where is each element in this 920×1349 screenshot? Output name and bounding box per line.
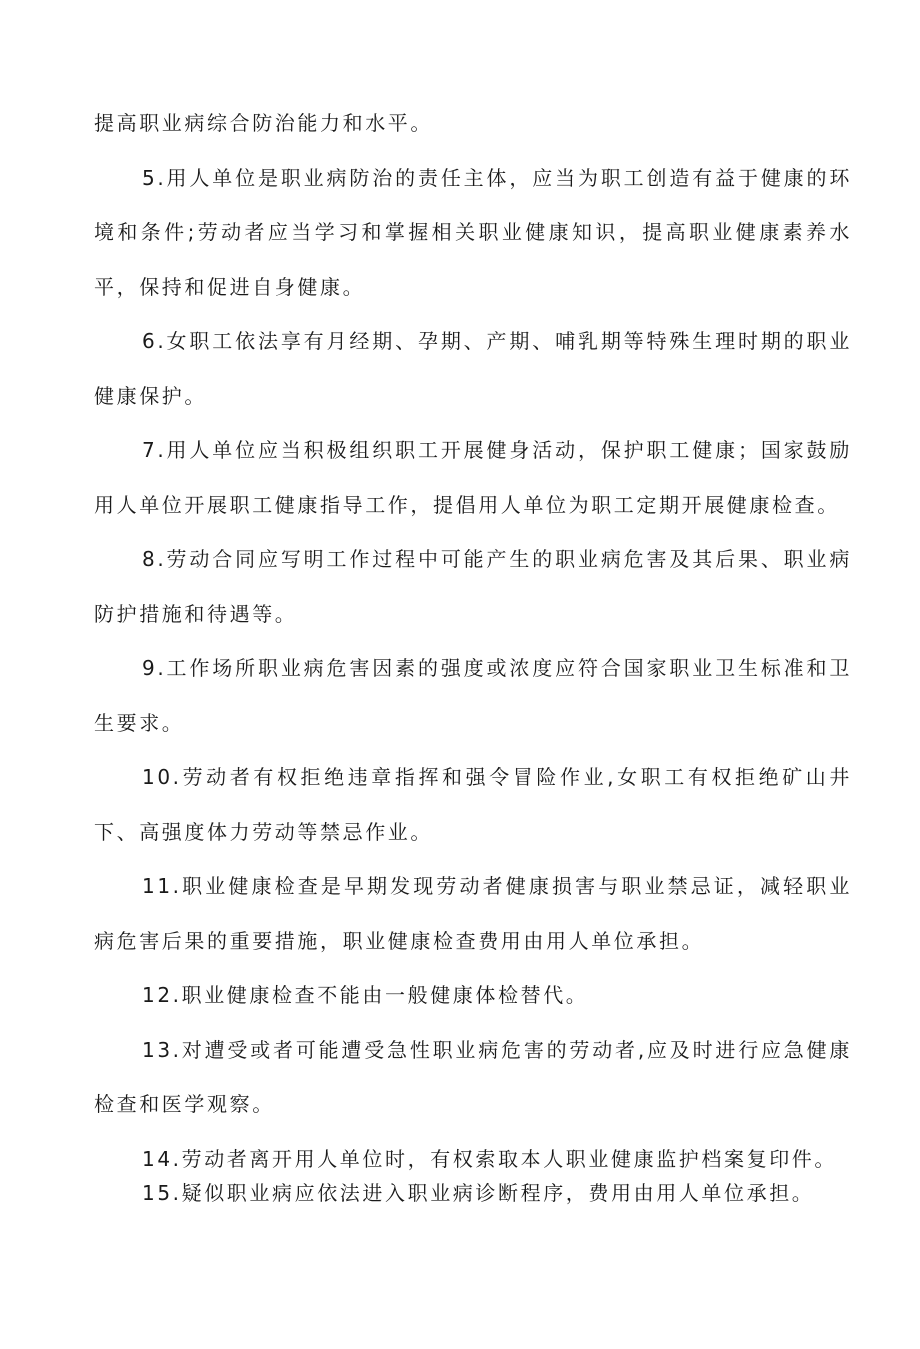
- paragraph-item-7: 7.用人单位应当积极组织职工开展健身活动，保护职工健康；国家鼓励用人单位开展职工健康指导工作，提倡用人单位为职工定期开展健康检查。: [94, 438, 852, 517]
- paragraph-item-8: 8.劳动合同应写明工作过程中可能产生的职业病危害及其后果、职业病防护措施和待遇等。: [94, 547, 852, 626]
- paragraph-item-6: 6.女职工依法享有月经期、孕期、产期、哺乳期等特殊生理时期的职业健康保护。: [94, 329, 852, 408]
- paragraph-item-10: 10.劳动者有权拒绝违章指挥和强令冒险作业,女职工有权拒绝矿山井下、高强度体力劳动等禁忌作业。: [94, 765, 852, 844]
- paragraph-item-15: 15.疑似职业病应依法进入职业病诊断程序，费用由用人单位承担。: [142, 1180, 815, 1205]
- paragraph-item-5: 5.用人单位是职业病防治的责任主体，应当为职工创造有益于健康的环境和条件;劳动者应当学习和掌握相关职业健康知识，提高职业健康素养水平，保持和促进自身健康。: [94, 165, 852, 299]
- document-body: [94, 96, 852, 1210]
- paragraph-item-11: 11.职业健康检查是早期发现劳动者健康损害与职业禁忌证，减轻职业病危害后果的重要措施，职业健康检查费用由用人单位承担。: [94, 874, 852, 953]
- paragraph-continuation: 提高职业病综合防治能力和水平。: [94, 111, 433, 135]
- paragraph-item-9: 9.工作场所职业病危害因素的强度或浓度应符合国家职业卫生标准和卫生要求。: [94, 656, 852, 735]
- paragraph-item-14: 14.劳动者离开用人单位时，有权索取本人职业健康监护档案复印件。: [142, 1146, 838, 1171]
- paragraph-item-13: 13.对遭受或者可能遭受急性职业病危害的劳动者,应及时进行应急健康检查和医学观察。: [94, 1037, 852, 1116]
- spacer: [94, 1132, 852, 1142]
- paragraph-item-12: 12.职业健康检查不能由一般健康体检替代。: [142, 983, 589, 1007]
